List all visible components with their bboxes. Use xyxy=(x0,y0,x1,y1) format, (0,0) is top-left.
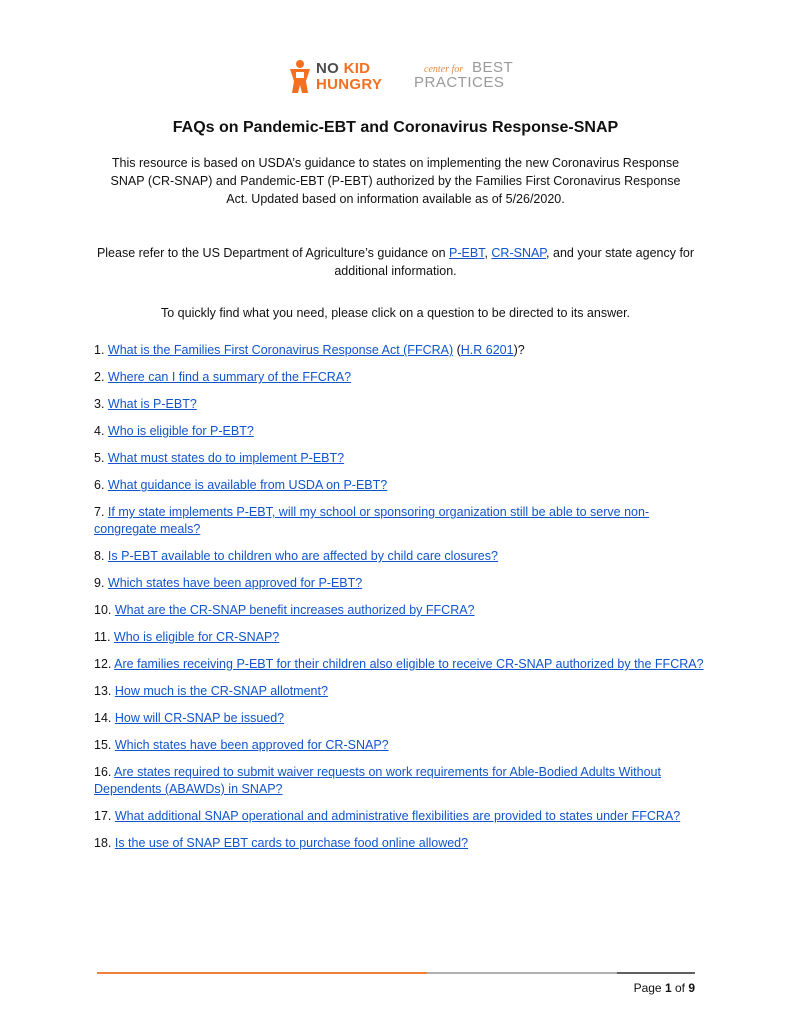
faq-question-link[interactable]: What is the Families First Coronavirus Response Act (FFCRA) xyxy=(107,343,454,357)
faq-extra-close: )? xyxy=(513,343,525,357)
faq-question-item xyxy=(94,764,704,798)
p-ebt-guidance-link[interactable]: P-EBT xyxy=(449,246,485,260)
faq-question-item xyxy=(94,602,704,619)
faq-question-link[interactable]: Who is eligible for CR-SNAP? xyxy=(113,630,280,644)
faq-question-number: 11. xyxy=(94,630,114,644)
refer-paragraph: Please refer to the US Department of Agriculture’s guidance on P-EBT, CR-SNAP, and your state agency for additional information. xyxy=(96,246,695,278)
footer-rule-orange xyxy=(97,972,427,974)
faq-question-link[interactable]: Are states required to submit waiver requests on work requirements for Able-Bodied Adults Without Dependents (ABAWDs) in SNAP? xyxy=(94,765,661,796)
faq-question-number: 13. xyxy=(94,684,115,698)
faq-question-item xyxy=(94,835,704,852)
faq-question-number: 7. xyxy=(94,505,108,519)
faq-question-item xyxy=(94,450,704,467)
quick-find-instruction: To quickly find what you need, please click on a question to be directed to its answer. xyxy=(160,306,631,320)
faq-question-item xyxy=(94,808,704,825)
faq-question-link[interactable]: What guidance is available from USDA on P-EBT? xyxy=(107,478,388,492)
faq-question-number: 1. xyxy=(94,343,108,357)
faq-question-link[interactable]: What additional SNAP operational and administrative flexibilities are provided to states under FFCRA? xyxy=(114,809,681,823)
faq-question-link[interactable]: Where can I find a summary of the FFCRA? xyxy=(107,370,352,384)
faq-question-item xyxy=(94,504,704,538)
faq-question-item xyxy=(94,710,704,727)
faq-question-item xyxy=(94,342,704,359)
faq-extra-open: ( xyxy=(453,343,461,357)
page-number: Page 1 of 9 xyxy=(633,981,695,995)
faq-question-number: 5. xyxy=(94,451,108,465)
faq-question-number: 16. xyxy=(94,765,115,779)
faq-question-item xyxy=(94,575,704,592)
no-kid-hungry-icon xyxy=(288,59,312,95)
faq-question-link[interactable]: How will CR-SNAP be issued? xyxy=(114,711,285,725)
faq-question-item xyxy=(94,423,704,440)
no-kid-hungry-wordmark: NO KID HUNGRY xyxy=(316,60,383,93)
faq-question-item xyxy=(94,369,704,386)
center-for-best-practices-logo: center for BEST PRACTICES xyxy=(414,59,514,91)
faq-question-link[interactable]: Are families receiving P-EBT for their children also eligible to receive CR-SNAP authorized by the FFCRA? xyxy=(114,657,704,671)
faq-question-item xyxy=(94,548,704,565)
faq-question-link[interactable]: What must states do to implement P-EBT? xyxy=(107,451,345,465)
faq-question-number: 14. xyxy=(94,711,115,725)
faq-question-number: 6. xyxy=(94,478,108,492)
faq-question-link[interactable]: If my state implements P-EBT, will my school or sponsoring organization still be able to serve non-congregate meals? xyxy=(94,505,650,536)
faq-question-link[interactable]: Is the use of SNAP EBT cards to purchase food online allowed? xyxy=(114,836,469,850)
faq-question-number: 12. xyxy=(94,657,115,671)
faq-question-number: 9. xyxy=(94,576,108,590)
faq-question-number: 8. xyxy=(94,549,108,563)
faq-question-link[interactable]: Is P-EBT available to children who are affected by child care closures? xyxy=(107,549,498,563)
faq-question-number: 4. xyxy=(94,424,108,438)
faq-question-number: 10. xyxy=(94,603,115,617)
intro-paragraph: This resource is based on USDA’s guidance to states on implementing the new Coronavirus Response SNAP (CR-SNAP) and Pandemic-EBT (P-EBT) authorized by the Families First Coronavirus Response Act. Updated based on information available as of 5/26/2020. xyxy=(110,156,681,206)
faq-question-link[interactable]: How much is the CR-SNAP allotment? xyxy=(114,684,328,698)
document-title: FAQs on Pandemic-EBT and Coronavirus Response-SNAP xyxy=(172,119,619,136)
faq-question-item xyxy=(94,656,704,673)
faq-question-link[interactable]: Who is eligible for P-EBT? xyxy=(107,424,254,438)
faq-question-link[interactable]: Which states have been approved for P-EBT? xyxy=(107,576,363,590)
faq-question-item xyxy=(94,477,704,494)
faq-question-link[interactable]: What are the CR-SNAP benefit increases authorized by FFCRA? xyxy=(114,603,475,617)
faq-question-item xyxy=(94,683,704,700)
faq-question-number: 15. xyxy=(94,738,115,752)
footer-rule-gray xyxy=(427,972,617,974)
faq-question-item xyxy=(94,737,704,754)
faq-question-item xyxy=(94,629,704,646)
faq-question-list xyxy=(94,342,704,852)
hr-6201-link[interactable]: H.R 6201 xyxy=(460,343,514,357)
footer-rule-dark xyxy=(617,972,695,974)
faq-question-number: 2. xyxy=(94,370,108,384)
faq-question-item xyxy=(94,396,704,413)
faq-question-number: 3. xyxy=(94,397,108,411)
faq-question-number: 17. xyxy=(94,809,115,823)
faq-question-link[interactable]: What is P-EBT? xyxy=(107,397,197,411)
faq-question-number: 18. xyxy=(94,836,115,850)
cr-snap-guidance-link[interactable]: CR-SNAP xyxy=(491,246,547,260)
faq-question-link[interactable]: Which states have been approved for CR-SNAP? xyxy=(114,738,389,752)
